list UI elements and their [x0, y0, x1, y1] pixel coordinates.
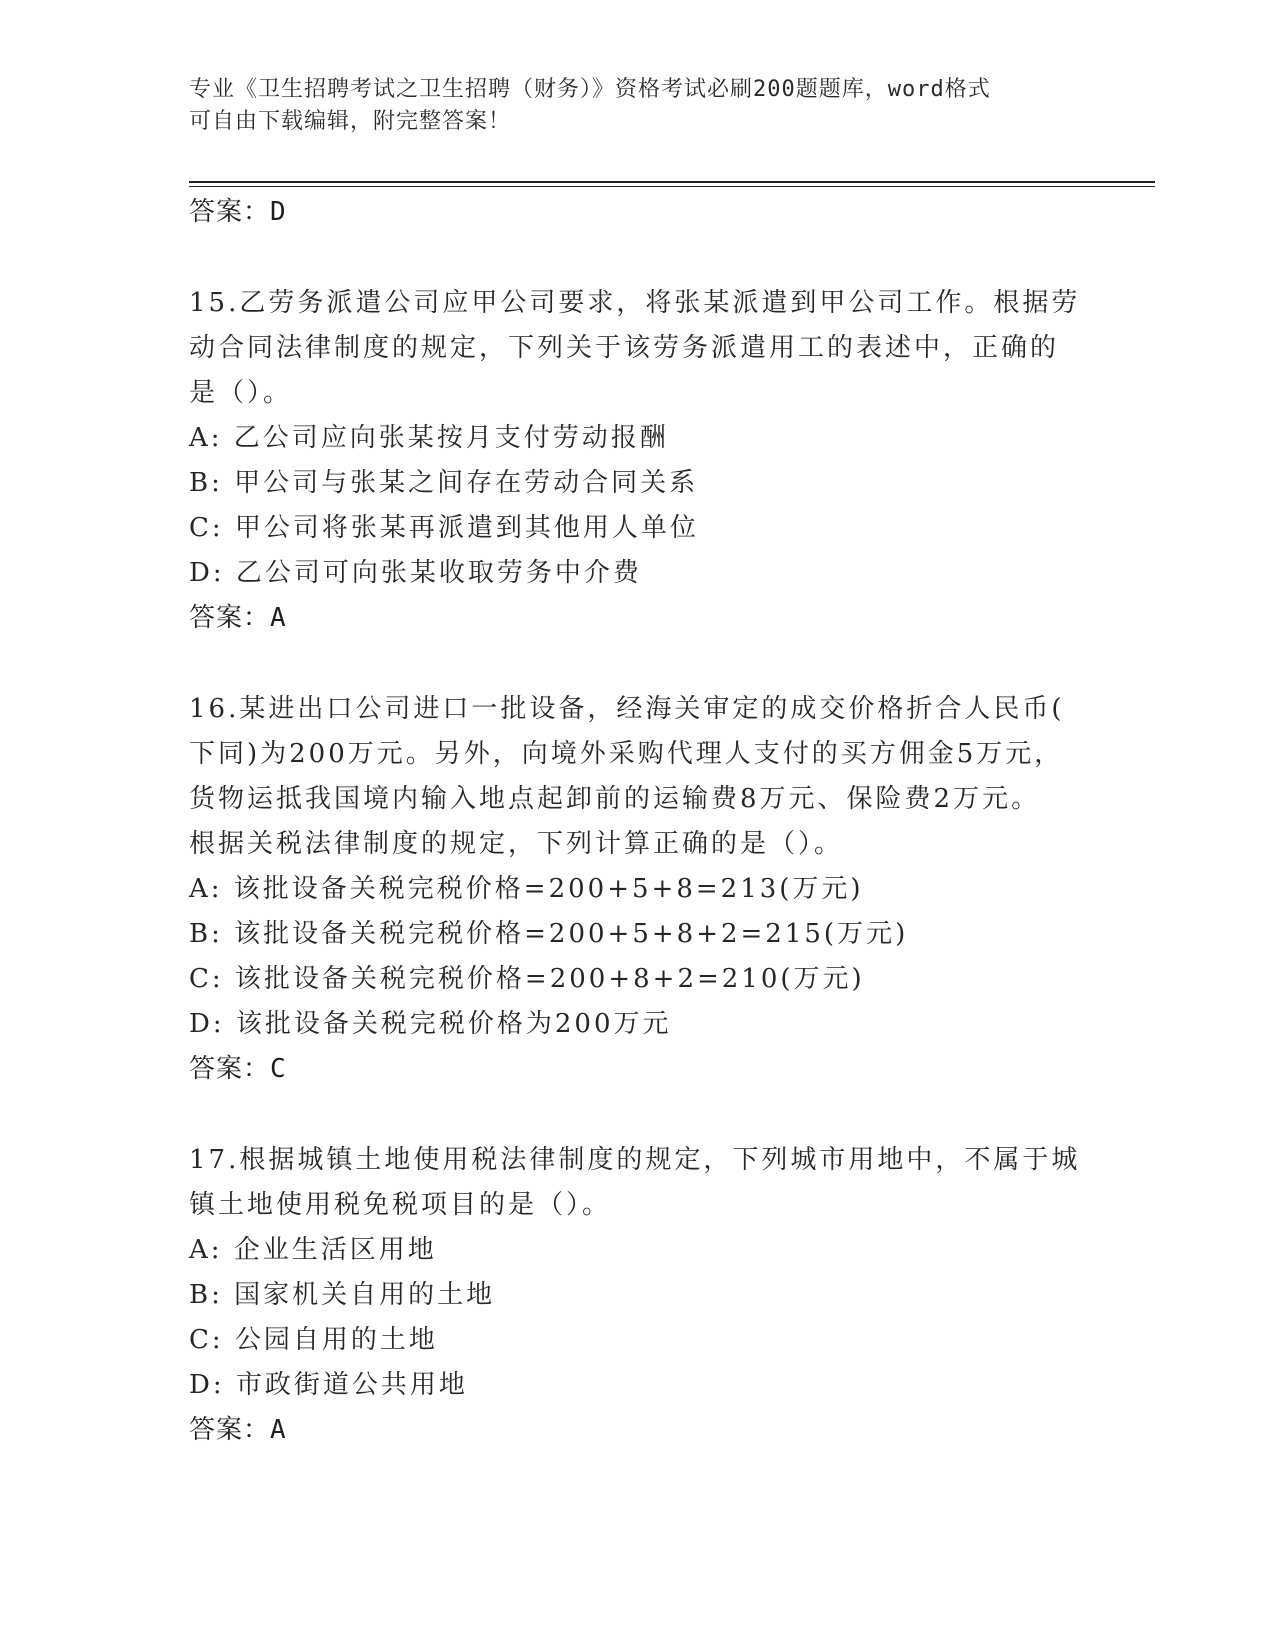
option-c: C: 公园自用的土地: [189, 1325, 438, 1355]
stem-line: 下同)为200万元。另外，向境外采购代理人支付的买方佣金5万元，: [189, 739, 1064, 769]
option-b: B: 该批设备关税完税价格=200+5+8+2=215(万元): [189, 919, 909, 949]
option-a: A: 乙公司应向张某按月支付劳动报酬: [189, 423, 669, 453]
stem-line: 货物运抵我国境内输入地点起卸前的运输费8万元、保险费2万元。: [189, 784, 1041, 814]
question-17: [189, 1138, 1089, 1453]
question-stem: [189, 1138, 1089, 1228]
option-c: C: 甲公司将张某再派遣到其他用人单位: [189, 513, 699, 543]
stem-line: 16.某进出口公司进口一批设备，经海关审定的成交价格折合人民币(: [189, 694, 1065, 724]
previous-answer: 答案：D: [189, 197, 287, 227]
header-divider-thin: [189, 186, 1155, 187]
stem-line: 17.根据城镇土地使用税法律制度的规定，下列城市用地中，不属于城: [189, 1145, 1081, 1175]
answer: 答案：A: [189, 1415, 287, 1445]
stem-line: 动合同法律制度的规定，下列关于该劳务派遣用工的表述中，正确的: [189, 333, 1060, 363]
option-a: A: 该批设备关税完税价格=200+5+8=213(万元): [189, 874, 864, 904]
option-d: D: 市政街道公共用地: [189, 1370, 468, 1400]
stem-line: 是（）。: [189, 378, 293, 408]
option-b: B: 国家机关自用的土地: [189, 1280, 496, 1310]
question-list: [189, 190, 1089, 1453]
stem-line: 根据关税法律制度的规定，下列计算正确的是（）。: [189, 829, 844, 859]
question-stem: [189, 687, 1089, 867]
option-c: C: 该批设备关税完税价格=200+8+2=210(万元): [189, 964, 865, 994]
question-15: [189, 281, 1089, 641]
header-divider-thick: [189, 181, 1155, 183]
answer: 答案：C: [189, 1054, 287, 1084]
option-b: B: 甲公司与张某之间存在劳动合同关系: [189, 468, 699, 498]
option-d: D: 乙公司可向张某收取劳务中介费: [189, 558, 642, 588]
stem-line: 镇土地使用税免税项目的是（）。: [189, 1190, 612, 1220]
header-line-1: 专业《卫生招聘考试之卫生招聘（财务）》资格考试必刷200题题库，word格式: [189, 77, 991, 102]
stem-line: 15.乙劳务派遣公司应甲公司要求，将张某派遣到甲公司工作。根据劳: [189, 288, 1081, 318]
header-line-2: 可自由下载编辑，附完整答案！: [189, 109, 512, 134]
option-d: D: 该批设备关税完税价格为200万元: [189, 1009, 672, 1039]
question-stem: [189, 281, 1089, 416]
page-header: [189, 74, 1069, 138]
answer: 答案：A: [189, 603, 287, 633]
option-a: A: 企业生活区用地: [189, 1235, 437, 1265]
question-16: [189, 687, 1089, 1092]
